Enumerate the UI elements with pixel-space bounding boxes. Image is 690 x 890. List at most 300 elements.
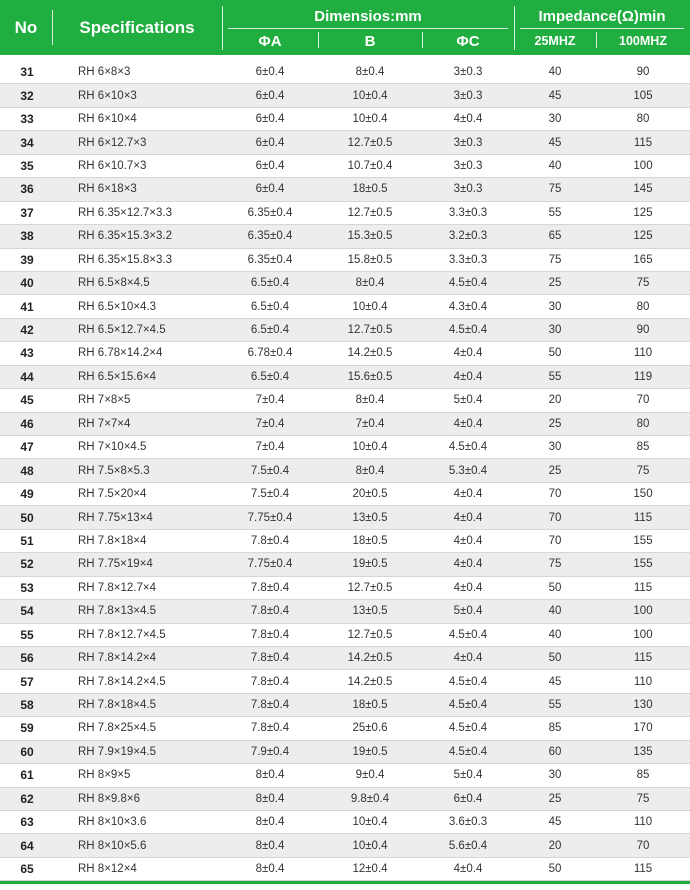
cell-no: 38 <box>20 229 34 244</box>
cell-specification: RH 7.8×12.7×4 <box>78 581 157 594</box>
cell-impedance-25mhz: 55 <box>548 370 562 383</box>
cell-impedance-100mhz: 125 <box>633 206 653 219</box>
cell-phi-c: 4±0.4 <box>453 558 483 571</box>
cell-impedance-25mhz: 75 <box>548 558 562 571</box>
cell-no: 39 <box>20 252 34 267</box>
cell-b: 12.7±0.5 <box>347 628 393 641</box>
table-row <box>0 202 690 225</box>
cell-phi-a: 7.8±0.4 <box>250 581 290 594</box>
cell-specification: RH 6.5×8×4.5 <box>78 277 150 290</box>
cell-b: 10±0.4 <box>352 113 388 126</box>
cell-specification: RH 7.5×8×5.3 <box>78 464 150 477</box>
table-row <box>0 61 690 84</box>
cell-impedance-25mhz: 75 <box>548 253 562 266</box>
cell-no: 51 <box>20 533 34 548</box>
table-row <box>0 459 690 482</box>
cell-b: 14.2±0.5 <box>347 675 393 688</box>
table-row <box>0 108 690 131</box>
cell-impedance-100mhz: 155 <box>633 534 653 547</box>
cell-specification: RH 6×10×4 <box>78 113 137 126</box>
cell-no: 31 <box>20 65 34 80</box>
header-divider <box>514 6 515 50</box>
cell-phi-a: 6.5±0.4 <box>250 324 290 337</box>
cell-impedance-100mhz: 115 <box>633 511 653 524</box>
cell-phi-a: 7.8±0.4 <box>250 675 290 688</box>
cell-b: 18±0.5 <box>352 534 388 547</box>
table-row <box>0 319 690 342</box>
cell-impedance-100mhz: 115 <box>633 863 653 876</box>
cell-phi-c: 4.5±0.4 <box>448 441 488 454</box>
cell-phi-c: 3.3±0.3 <box>448 253 488 266</box>
cell-phi-c: 4.5±0.4 <box>448 722 488 735</box>
cell-impedance-25mhz: 30 <box>548 113 562 126</box>
cell-phi-c: 3.3±0.3 <box>448 206 488 219</box>
header-divider <box>228 28 508 29</box>
cell-b: 12.7±0.5 <box>347 136 393 149</box>
cell-b: 8±0.4 <box>355 464 385 477</box>
table-row <box>0 155 690 178</box>
cell-phi-c: 4±0.4 <box>453 581 483 594</box>
cell-phi-c: 3±0.3 <box>453 136 483 149</box>
header-divider <box>318 32 319 48</box>
cell-phi-a: 7.5±0.4 <box>250 488 290 501</box>
cell-b: 14.2±0.5 <box>347 347 393 360</box>
cell-impedance-100mhz: 75 <box>636 277 650 290</box>
cell-specification: RH 7.8×18×4.5 <box>78 699 157 712</box>
cell-impedance-25mhz: 50 <box>548 652 562 665</box>
cell-specification: RH 6.78×14.2×4 <box>78 347 163 360</box>
cell-b: 10±0.4 <box>352 300 388 313</box>
cell-phi-a: 6±0.4 <box>255 89 285 102</box>
cell-specification: RH 8×9.8×6 <box>78 792 141 805</box>
table-row <box>0 249 690 272</box>
table-row <box>0 366 690 389</box>
cell-phi-a: 7.8±0.4 <box>250 652 290 665</box>
cell-impedance-25mhz: 30 <box>548 769 562 782</box>
table-row <box>0 436 690 459</box>
cell-impedance-100mhz: 110 <box>633 816 653 829</box>
cell-b: 10±0.4 <box>352 839 388 852</box>
cell-no: 63 <box>20 815 34 830</box>
cell-phi-c: 4.5±0.4 <box>448 745 488 758</box>
cell-phi-c: 5±0.4 <box>453 394 483 407</box>
table-row <box>0 178 690 201</box>
cell-b: 18±0.5 <box>352 183 388 196</box>
cell-specification: RH 7.8×12.7×4.5 <box>78 628 166 641</box>
cell-b: 8±0.4 <box>355 277 385 290</box>
cell-phi-c: 4.5±0.4 <box>448 628 488 641</box>
cell-specification: RH 6.35×15.3×3.2 <box>78 230 172 243</box>
cell-no: 34 <box>20 135 34 150</box>
cell-impedance-100mhz: 119 <box>633 370 653 383</box>
cell-impedance-100mhz: 80 <box>636 113 650 126</box>
cell-phi-c: 4±0.4 <box>453 370 483 383</box>
cell-phi-c: 3.2±0.3 <box>448 230 488 243</box>
cell-b: 13±0.5 <box>352 511 388 524</box>
cell-specification: RH 6×10×3 <box>78 89 137 102</box>
cell-impedance-100mhz: 155 <box>633 558 653 571</box>
cell-phi-a: 6±0.4 <box>255 183 285 196</box>
cell-impedance-25mhz: 40 <box>548 605 562 618</box>
cell-specification: RH 8×10×3.6 <box>78 816 147 829</box>
cell-phi-a: 6.78±0.4 <box>247 347 293 360</box>
cell-phi-c: 4.5±0.4 <box>448 277 488 290</box>
cell-impedance-25mhz: 55 <box>548 699 562 712</box>
cell-phi-a: 7.8±0.4 <box>250 534 290 547</box>
cell-no: 37 <box>20 205 34 220</box>
cell-impedance-25mhz: 40 <box>548 66 562 79</box>
cell-impedance-100mhz: 115 <box>633 581 653 594</box>
cell-phi-a: 7.75±0.4 <box>247 511 293 524</box>
cell-b: 15.3±0.5 <box>347 230 393 243</box>
cell-b: 25±0.6 <box>352 722 388 735</box>
cell-impedance-100mhz: 90 <box>636 66 650 79</box>
cell-phi-c: 6±0.4 <box>453 792 483 805</box>
header-specifications: Specifications <box>79 17 195 37</box>
header-divider <box>422 32 423 48</box>
table-row <box>0 717 690 740</box>
cell-phi-c: 4±0.4 <box>453 534 483 547</box>
table-row <box>0 84 690 107</box>
table-body <box>0 61 690 881</box>
cell-impedance-100mhz: 100 <box>633 628 653 641</box>
cell-impedance-25mhz: 55 <box>548 206 562 219</box>
table-row <box>0 788 690 811</box>
cell-impedance-25mhz: 25 <box>548 277 562 290</box>
cell-phi-a: 7±0.4 <box>255 417 285 430</box>
cell-specification: RH 7×7×4 <box>78 417 131 430</box>
cell-impedance-25mhz: 30 <box>548 300 562 313</box>
cell-no: 50 <box>20 510 34 525</box>
header-no: No <box>14 17 38 37</box>
cell-impedance-100mhz: 75 <box>636 464 650 477</box>
cell-specification: RH 6.5×10×4.3 <box>78 300 157 313</box>
cell-no: 44 <box>20 369 34 384</box>
cell-phi-c: 4±0.4 <box>453 652 483 665</box>
cell-specification: RH 6×10.7×3 <box>78 159 147 172</box>
cell-b: 8±0.4 <box>355 66 385 79</box>
header-dimensions: Dimensios:mm <box>314 7 422 25</box>
header-col-c: ΦC <box>456 32 480 50</box>
cell-impedance-100mhz: 105 <box>633 89 653 102</box>
table-row <box>0 577 690 600</box>
table-row <box>0 553 690 576</box>
cell-phi-a: 7.8±0.4 <box>250 722 290 735</box>
cell-impedance-100mhz: 165 <box>633 253 653 266</box>
cell-impedance-25mhz: 75 <box>548 183 562 196</box>
cell-impedance-25mhz: 20 <box>548 394 562 407</box>
cell-impedance-25mhz: 30 <box>548 441 562 454</box>
header-divider <box>520 28 684 29</box>
cell-phi-a: 6±0.4 <box>255 66 285 79</box>
cell-specification: RH 6.35×12.7×3.3 <box>78 206 172 219</box>
cell-impedance-100mhz: 80 <box>636 300 650 313</box>
cell-b: 13±0.5 <box>352 605 388 618</box>
table-row <box>0 483 690 506</box>
cell-no: 60 <box>20 744 34 759</box>
cell-impedance-25mhz: 30 <box>548 324 562 337</box>
cell-no: 61 <box>20 768 34 783</box>
cell-specification: RH 6×8×3 <box>78 66 131 79</box>
cell-no: 62 <box>20 791 34 806</box>
cell-specification: RH 8×9×5 <box>78 769 131 782</box>
cell-no: 56 <box>20 651 34 666</box>
cell-impedance-25mhz: 65 <box>548 230 562 243</box>
cell-b: 15.6±0.5 <box>347 370 393 383</box>
cell-no: 53 <box>20 580 34 595</box>
cell-specification: RH 7.9×19×4.5 <box>78 745 157 758</box>
cell-no: 41 <box>20 299 34 314</box>
table-row <box>0 272 690 295</box>
cell-phi-c: 3.6±0.3 <box>448 816 488 829</box>
cell-specification: RH 7.8×14.2×4 <box>78 652 157 665</box>
cell-phi-a: 7.8±0.4 <box>250 628 290 641</box>
cell-impedance-100mhz: 110 <box>633 347 653 360</box>
cell-specification: RH 7.8×14.2×4.5 <box>78 675 166 688</box>
cell-phi-c: 3±0.3 <box>453 159 483 172</box>
cell-phi-a: 8±0.4 <box>255 863 285 876</box>
cell-impedance-25mhz: 60 <box>548 745 562 758</box>
table-row <box>0 342 690 365</box>
cell-specification: RH 6×18×3 <box>78 183 137 196</box>
cell-phi-c: 4±0.4 <box>453 863 483 876</box>
cell-impedance-100mhz: 85 <box>636 769 650 782</box>
cell-no: 65 <box>20 862 34 877</box>
table-row <box>0 600 690 623</box>
header-divider <box>596 32 597 48</box>
table-row <box>0 624 690 647</box>
cell-impedance-100mhz: 110 <box>633 675 653 688</box>
cell-specification: RH 7.5×20×4 <box>78 488 147 501</box>
table-row <box>0 811 690 834</box>
cell-no: 46 <box>20 416 34 431</box>
header-impedance: Impedance(Ω)min <box>538 7 666 25</box>
cell-phi-c: 3±0.3 <box>453 66 483 79</box>
cell-impedance-25mhz: 40 <box>548 628 562 641</box>
cell-phi-c: 5±0.4 <box>453 769 483 782</box>
cell-impedance-25mhz: 70 <box>548 511 562 524</box>
header-col-a: ΦA <box>258 32 282 50</box>
cell-impedance-100mhz: 70 <box>636 394 650 407</box>
cell-phi-a: 8±0.4 <box>255 816 285 829</box>
cell-impedance-25mhz: 45 <box>548 89 562 102</box>
cell-impedance-25mhz: 25 <box>548 417 562 430</box>
cell-specification: RH 6.5×12.7×4.5 <box>78 324 166 337</box>
cell-impedance-25mhz: 45 <box>548 136 562 149</box>
cell-impedance-100mhz: 145 <box>633 183 653 196</box>
cell-impedance-100mhz: 170 <box>633 722 653 735</box>
cell-phi-c: 5±0.4 <box>453 605 483 618</box>
cell-b: 18±0.5 <box>352 699 388 712</box>
cell-phi-a: 6.5±0.4 <box>250 370 290 383</box>
cell-b: 19±0.5 <box>352 558 388 571</box>
cell-impedance-25mhz: 40 <box>548 159 562 172</box>
cell-phi-a: 6.5±0.4 <box>250 277 290 290</box>
cell-phi-a: 7.5±0.4 <box>250 464 290 477</box>
cell-no: 35 <box>20 158 34 173</box>
cell-phi-a: 8±0.4 <box>255 839 285 852</box>
cell-specification: RH 6×12.7×3 <box>78 136 147 149</box>
header-col-25mhz: 25MHZ <box>534 34 576 48</box>
cell-phi-c: 5.3±0.4 <box>448 464 488 477</box>
cell-no: 49 <box>20 487 34 502</box>
cell-no: 48 <box>20 463 34 478</box>
cell-no: 58 <box>20 698 34 713</box>
cell-no: 42 <box>20 323 34 338</box>
cell-impedance-25mhz: 25 <box>548 464 562 477</box>
cell-no: 59 <box>20 721 34 736</box>
cell-phi-a: 6.35±0.4 <box>247 206 293 219</box>
cell-impedance-100mhz: 100 <box>633 605 653 618</box>
cell-phi-c: 4±0.4 <box>453 417 483 430</box>
cell-b: 14.2±0.5 <box>347 652 393 665</box>
cell-b: 7±0.4 <box>355 417 385 430</box>
cell-impedance-100mhz: 115 <box>633 652 653 665</box>
cell-phi-a: 6.35±0.4 <box>247 253 293 266</box>
cell-phi-c: 4±0.4 <box>453 113 483 126</box>
table-header <box>0 0 690 55</box>
cell-specification: RH 7.75×19×4 <box>78 558 153 571</box>
table-row <box>0 506 690 529</box>
cell-b: 12.7±0.5 <box>347 581 393 594</box>
cell-phi-a: 8±0.4 <box>255 769 285 782</box>
cell-no: 40 <box>20 276 34 291</box>
cell-b: 9.8±0.4 <box>350 792 390 805</box>
cell-phi-a: 7.8±0.4 <box>250 605 290 618</box>
cell-b: 8±0.4 <box>355 394 385 407</box>
table-row <box>0 834 690 857</box>
table-row <box>0 670 690 693</box>
cell-impedance-100mhz: 150 <box>633 488 653 501</box>
cell-phi-a: 7±0.4 <box>255 394 285 407</box>
cell-impedance-100mhz: 130 <box>633 699 653 712</box>
cell-specification: RH 8×12×4 <box>78 863 137 876</box>
cell-impedance-25mhz: 70 <box>548 488 562 501</box>
cell-specification: RH 7.8×13×4.5 <box>78 605 157 618</box>
cell-specification: RH 6.35×15.8×3.3 <box>78 253 172 266</box>
header-col-b: B <box>364 32 376 50</box>
cell-no: 45 <box>20 393 34 408</box>
cell-no: 32 <box>20 88 34 103</box>
cell-impedance-25mhz: 70 <box>548 534 562 547</box>
table-row <box>0 741 690 764</box>
cell-impedance-25mhz: 50 <box>548 347 562 360</box>
table-row <box>0 530 690 553</box>
cell-impedance-100mhz: 125 <box>633 230 653 243</box>
table-row <box>0 413 690 436</box>
cell-b: 10±0.4 <box>352 816 388 829</box>
table-row <box>0 295 690 318</box>
table-row <box>0 858 690 881</box>
cell-phi-c: 4.5±0.4 <box>448 324 488 337</box>
cell-impedance-25mhz: 45 <box>548 675 562 688</box>
cell-impedance-100mhz: 85 <box>636 441 650 454</box>
cell-b: 12.7±0.5 <box>347 324 393 337</box>
cell-phi-a: 7±0.4 <box>255 441 285 454</box>
cell-phi-c: 4±0.4 <box>453 488 483 501</box>
cell-phi-c: 4.3±0.4 <box>448 300 488 313</box>
cell-phi-c: 5.6±0.4 <box>448 839 488 852</box>
cell-no: 52 <box>20 557 34 572</box>
header-col-100mhz: 100MHZ <box>619 34 667 48</box>
cell-specification: RH 7.75×13×4 <box>78 511 153 524</box>
table-row <box>0 389 690 412</box>
cell-impedance-100mhz: 70 <box>636 839 650 852</box>
header-divider <box>52 10 53 45</box>
cell-no: 57 <box>20 674 34 689</box>
cell-phi-c: 4±0.4 <box>453 347 483 360</box>
cell-b: 9±0.4 <box>355 769 385 782</box>
cell-impedance-25mhz: 50 <box>548 863 562 876</box>
cell-specification: RH 7×10×4.5 <box>78 441 147 454</box>
cell-no: 64 <box>20 838 34 853</box>
cell-impedance-25mhz: 45 <box>548 816 562 829</box>
cell-phi-c: 4.5±0.4 <box>448 699 488 712</box>
cell-b: 15.8±0.5 <box>347 253 393 266</box>
table-row <box>0 131 690 154</box>
cell-b: 10±0.4 <box>352 441 388 454</box>
cell-specification: RH 8×10×5.6 <box>78 839 147 852</box>
cell-phi-c: 3±0.3 <box>453 183 483 196</box>
cell-specification: RH 7×8×5 <box>78 394 131 407</box>
cell-b: 19±0.5 <box>352 745 388 758</box>
cell-phi-a: 6±0.4 <box>255 159 285 172</box>
cell-impedance-100mhz: 75 <box>636 792 650 805</box>
cell-b: 12±0.4 <box>352 863 388 876</box>
cell-impedance-100mhz: 115 <box>633 136 653 149</box>
cell-impedance-100mhz: 90 <box>636 324 650 337</box>
cell-phi-a: 7.9±0.4 <box>250 745 290 758</box>
cell-phi-a: 6.5±0.4 <box>250 300 290 313</box>
cell-phi-c: 3±0.3 <box>453 89 483 102</box>
cell-no: 36 <box>20 182 34 197</box>
cell-impedance-25mhz: 20 <box>548 839 562 852</box>
table-row <box>0 647 690 670</box>
table-bottom-border <box>0 881 690 884</box>
header-divider <box>222 6 223 50</box>
cell-no: 43 <box>20 346 34 361</box>
cell-b: 10.7±0.4 <box>347 159 393 172</box>
cell-impedance-100mhz: 80 <box>636 417 650 430</box>
cell-phi-a: 8±0.4 <box>255 792 285 805</box>
cell-phi-a: 6±0.4 <box>255 136 285 149</box>
table-row <box>0 694 690 717</box>
cell-no: 54 <box>20 604 34 619</box>
cell-impedance-100mhz: 135 <box>633 745 653 758</box>
cell-phi-c: 4±0.4 <box>453 511 483 524</box>
cell-impedance-25mhz: 85 <box>548 722 562 735</box>
cell-b: 10±0.4 <box>352 89 388 102</box>
cell-impedance-25mhz: 25 <box>548 792 562 805</box>
cell-phi-a: 6±0.4 <box>255 113 285 126</box>
cell-specification: RH 6.5×15.6×4 <box>78 370 157 383</box>
cell-phi-c: 4.5±0.4 <box>448 675 488 688</box>
cell-specification: RH 7.8×18×4 <box>78 534 147 547</box>
cell-phi-a: 7.8±0.4 <box>250 699 290 712</box>
cell-impedance-25mhz: 50 <box>548 581 562 594</box>
table-row <box>0 764 690 787</box>
table-row <box>0 225 690 248</box>
cell-b: 20±0.5 <box>352 488 388 501</box>
cell-impedance-100mhz: 100 <box>633 159 653 172</box>
cell-no: 47 <box>20 440 34 455</box>
cell-no: 55 <box>20 627 34 642</box>
cell-b: 12.7±0.5 <box>347 206 393 219</box>
cell-phi-a: 6.35±0.4 <box>247 230 293 243</box>
cell-no: 33 <box>20 112 34 127</box>
cell-specification: RH 7.8×25×4.5 <box>78 722 157 735</box>
cell-phi-a: 7.75±0.4 <box>247 558 293 571</box>
